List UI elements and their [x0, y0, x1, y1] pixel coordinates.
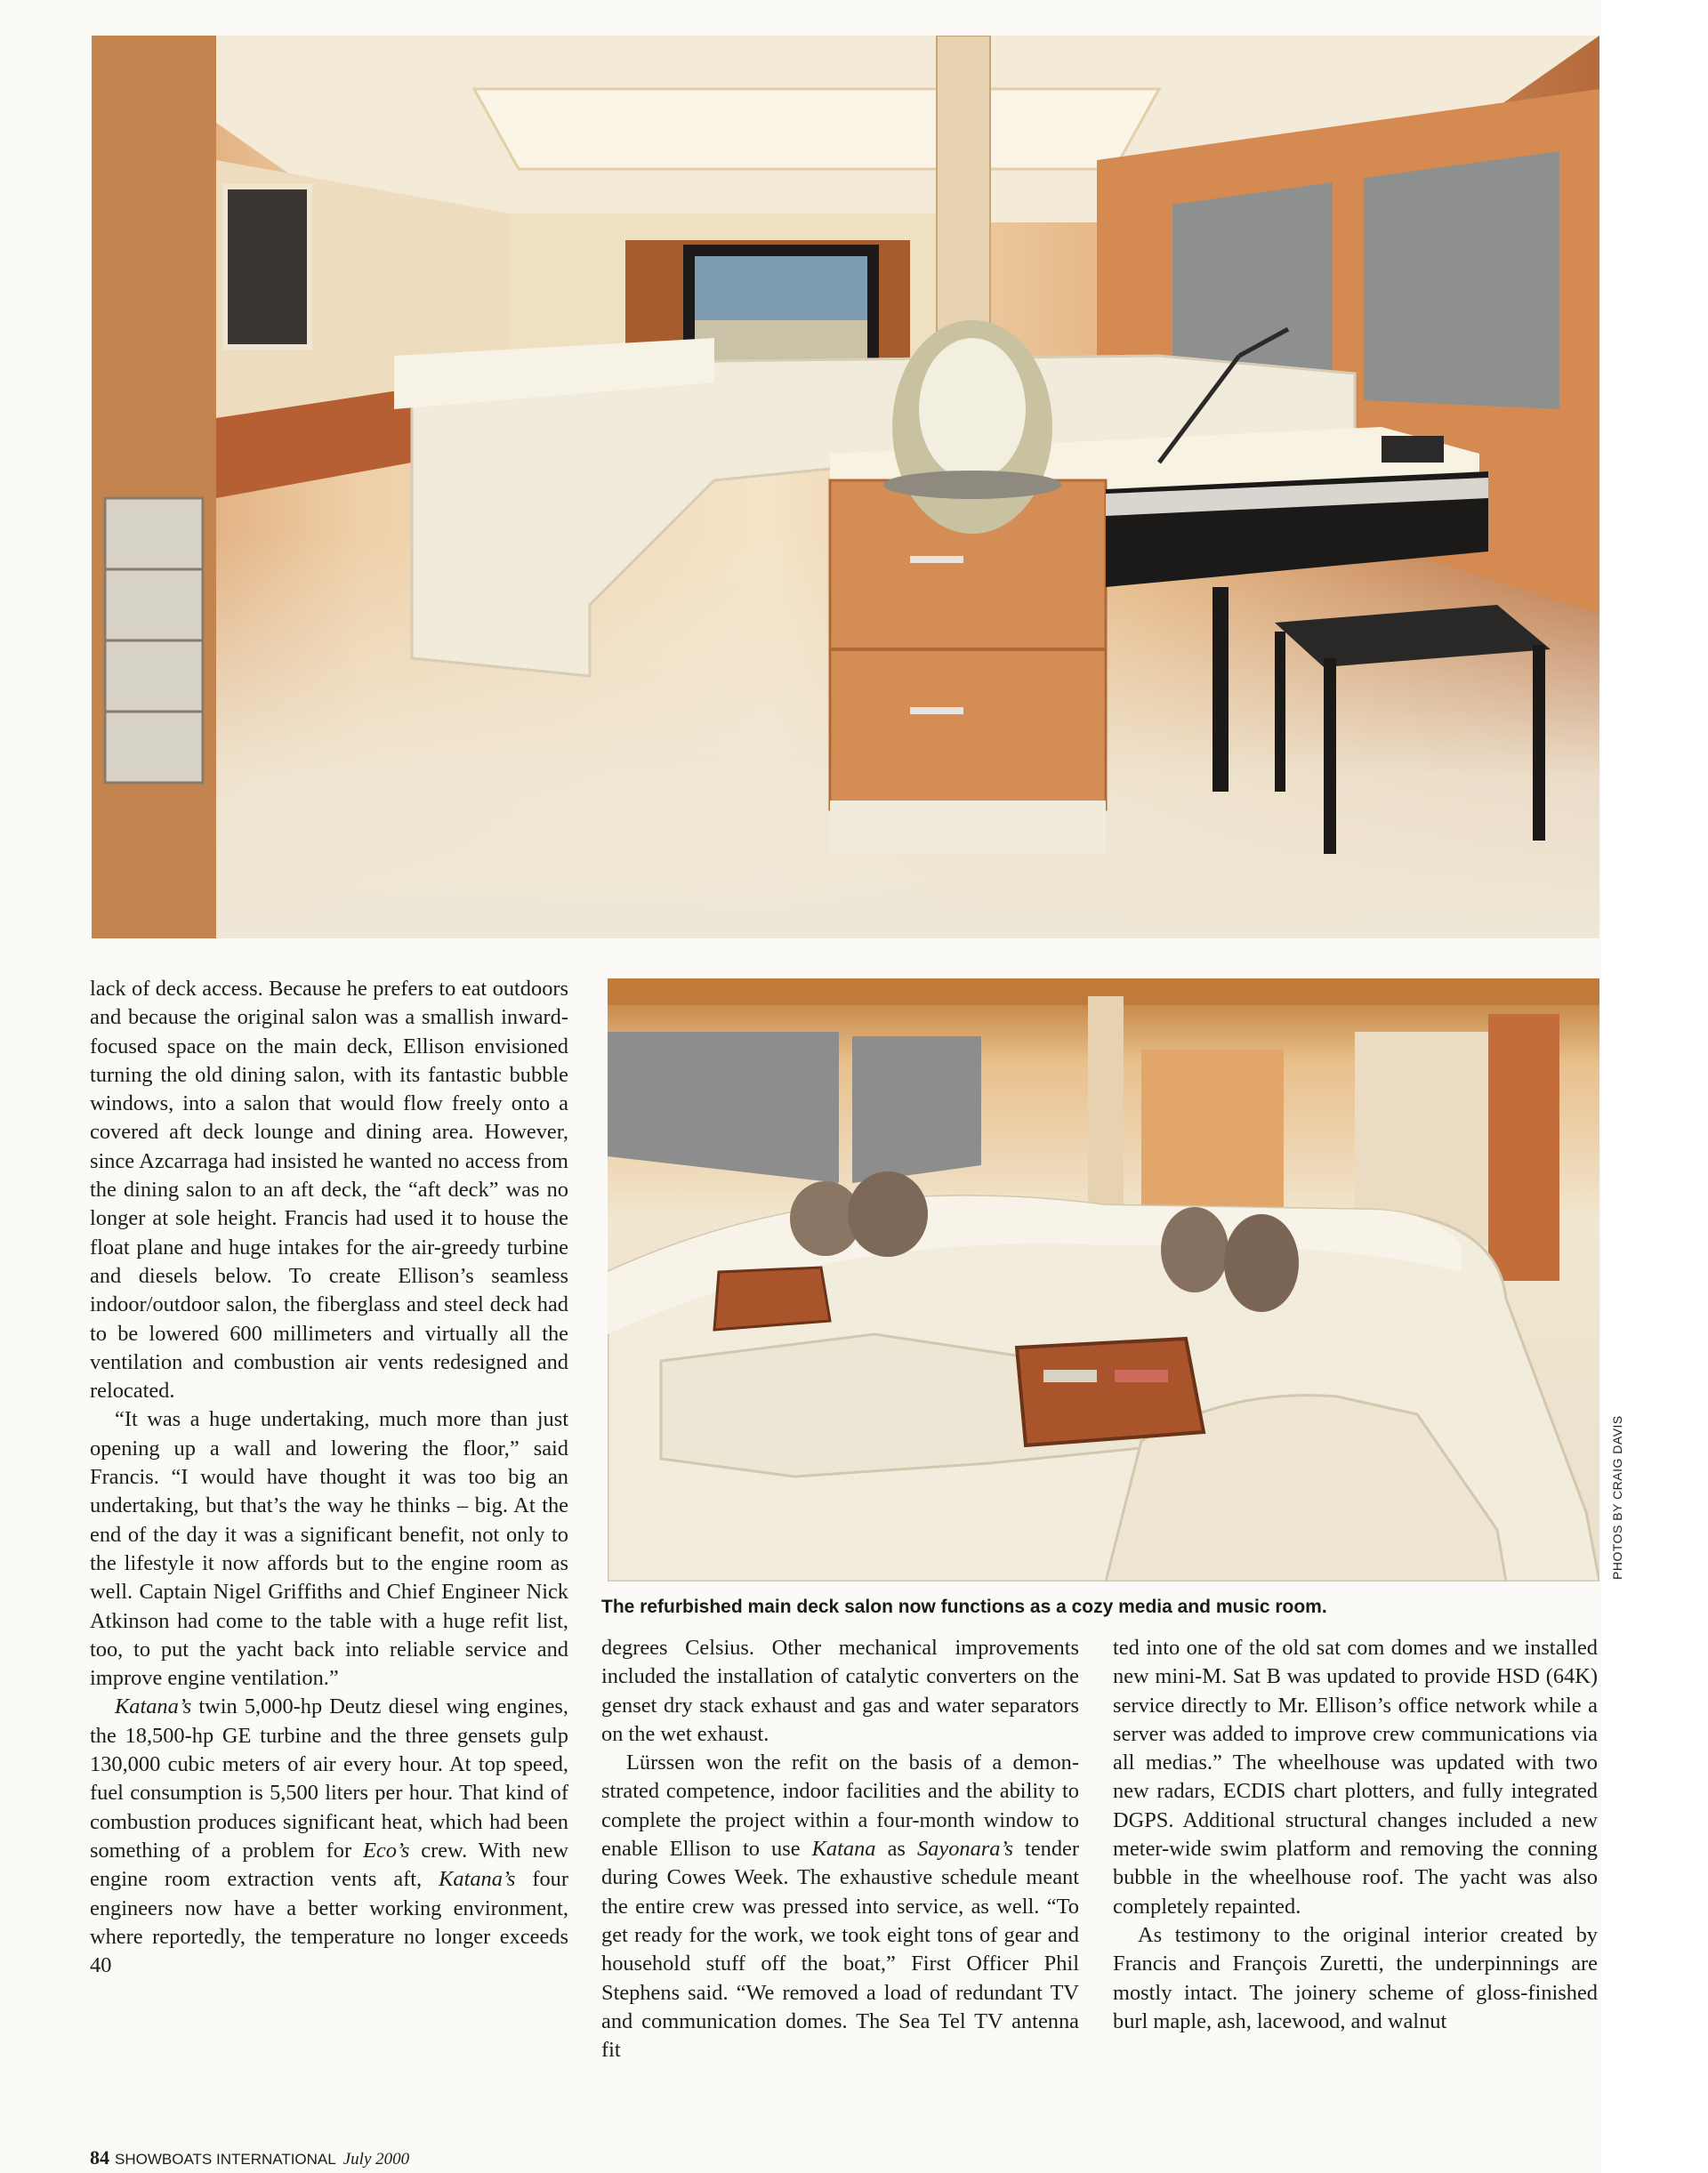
page-footer	[90, 2146, 409, 2169]
paragraph	[601, 1749, 1079, 2064]
article-column-3	[1113, 1634, 1598, 2036]
paragraph: “It was a huge undertaking, much more than just opening up a wall and lowering the floor,” said Francis. “I would have thought it was too big an undertaking, but that’s the way he thinks – big. At the end of the day it was a significant benefit, not only to the lifestyle it now affords but to the engine room as well. Captain Nigel Griffiths and Chief Engineer Nick Atkinson had come to the table with a huge refit list, too, to put the yacht back into reliable service and improve engine ventilation.”	[90, 1407, 568, 1691]
media-room-illustration	[608, 978, 1599, 1581]
salon-photo	[92, 36, 1599, 938]
text-span: four engineers now have a better working environment, where reportedly, the temperature no longer exceeds 40	[90, 1867, 568, 1978]
yacht-name: Sayonara’s	[916, 1837, 1013, 1862]
yacht-name: Eco’s	[363, 1838, 410, 1863]
page-edge	[1601, 0, 1708, 2173]
text-span: twin 5,000-hp Deutz diesel wing engines, the 18,500-hp GE turbine and the three gensets gulp 130,000 cubic meters of air every hour. At top speed, fuel consumption is 5,500 liters per hour. That kind of combustion produces significant heat, which had been something of a problem for	[90, 1694, 568, 1863]
text-span: crew. With new engine room extraction vents aft,	[90, 1838, 569, 1892]
photo-credit: PHOTOS BY CRAIG DAVIS	[1610, 1415, 1624, 1580]
paragraph: degrees Celsius. Other mechanical improvements included the installation of catalytic converters on the genset dry stack exhaust and gas and water separators on the wet exhaust.	[601, 1636, 1079, 1746]
magazine-name: SHOWBOATS INTERNATIONAL	[115, 2151, 336, 2168]
page-number: 84	[90, 2146, 109, 2169]
paragraph: ted into one of the old sat com domes and we installed new mini-M. Sat B was updated to provide HSD (64K) service directly to Mr. Ellison’s office network while a server was added to improve crew communications via all medias.” The wheelhouse was updated with two new radars, ECDIS chart plotters, and fully integrated DGPS. Additional structural changes included a new meter-wide swim platform and removing the conning bubble in the wheelhouse roof. The yacht was also completely repainted.	[1113, 1636, 1598, 1919]
yacht-name: Katana’s	[115, 1694, 192, 1719]
media-room-photo	[608, 978, 1599, 1581]
paragraph	[90, 1693, 568, 1980]
article-column-2	[601, 1634, 1079, 2064]
article-column-1	[90, 975, 568, 1980]
issue-date: July 2000	[342, 2150, 410, 2169]
text-span: as	[875, 1837, 917, 1862]
salon-illustration	[92, 36, 1599, 938]
text-span: Lürssen won the refit on the basis of a demonstrated competence, indoor facilities and the ability to complete the project within a four-month window to enable Ellison to use	[601, 1750, 1079, 1862]
yacht-name: Katana	[811, 1837, 876, 1862]
text-span: tender during Cowes Week. The exhaustive schedule meant the entire crew was pressed into service, as well. “To get ready for the work, we took eight tons of gear and household stuff off the boat,” First Officer Phil Stephens said. “We removed a load of redundant TV and communication domes. The Sea Tel TV antenna fit	[601, 1837, 1079, 2063]
yacht-name: Katana’s	[439, 1867, 516, 1892]
paragraph: lack of deck access. Because he prefers to eat outdoors and because the original salon was a smallish inward-focused space on the main deck, Ellison envisioned turning the old dining salon, with its fantastic bubble windows, into a salon that would flow freely onto a covered aft deck lounge and dining area. However, since Azcarraga had insisted he wanted no access from the dining salon to an aft deck, the “aft deck” was no longer at sole height. Francis had used it to house the float plane and huge intakes for the air-greedy turbine and diesels below. To create Ellison’s seamless indoor/outdoor salon, the fiberglass and steel deck had to be lowered 600 millimeters and virtually all the ventilation and combustion air vents redesigned and relocated.	[90, 977, 568, 1404]
photo-caption: The refurbished main deck salon now functions as a cozy media and music room.	[601, 1597, 1327, 1617]
paragraph: As testimony to the original interior created by Francis and François Zuretti, the underpinnings are mostly intact. The joinery scheme of gloss-finished burl maple, ash, lacewood, and walnut	[1113, 1922, 1598, 2033]
